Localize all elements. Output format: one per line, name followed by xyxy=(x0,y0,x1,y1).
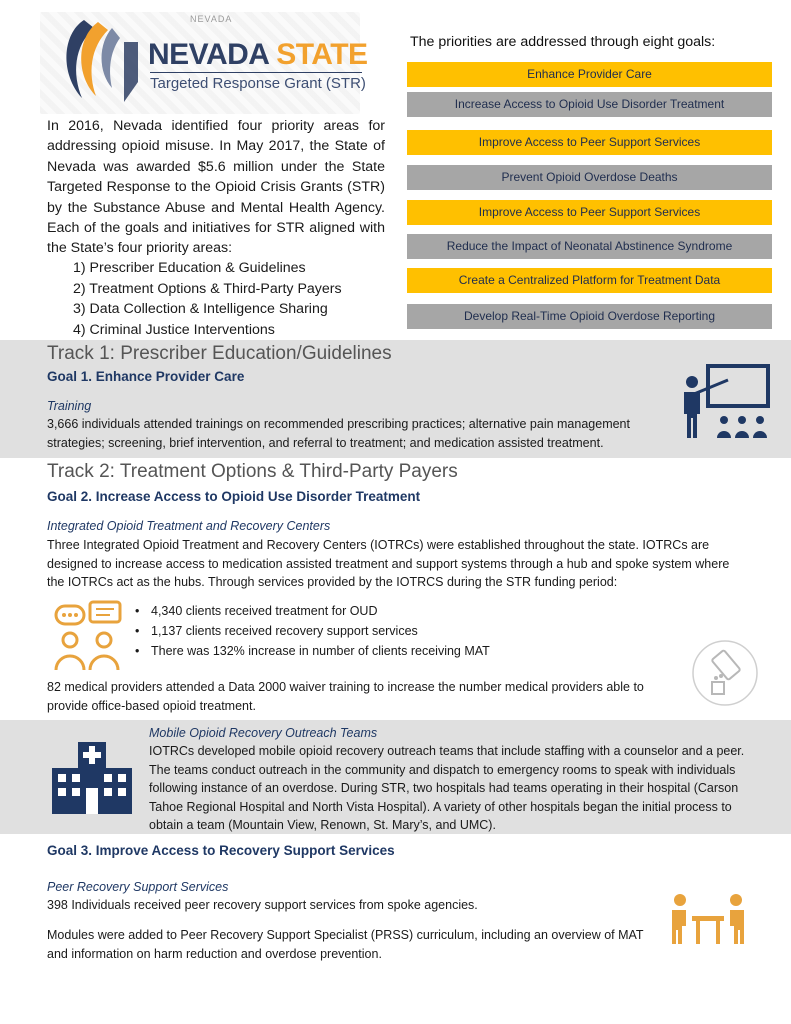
track2-title: Track 2: Treatment Options & Third-Party Payers xyxy=(47,461,458,482)
goal3-text: 398 Individuals received peer recovery support services from spoke agencies. xyxy=(47,898,478,912)
track2-text2: 82 medical providers attended a Data 2000 waiver training to increase the number medical providers able to provide office-based opioid treatment. xyxy=(47,680,644,713)
teacher-presentation-icon xyxy=(680,364,772,442)
meeting-table-icon xyxy=(668,892,748,948)
goal-box-8: Develop Real-Time Opioid Overdose Reporting xyxy=(407,304,772,329)
track2-bullet-list xyxy=(151,601,490,661)
goal-box-2: Increase Access to Opioid Use Disorder Treatment xyxy=(407,92,772,117)
mobile-teams-subhead: Mobile Opioid Recovery Outreach Teams xyxy=(149,726,378,740)
goal3-title: Goal 3. Improve Access to Recovery Support Services xyxy=(47,843,395,858)
goal-box-7: Create a Centralized Platform for Treatment Data xyxy=(407,268,772,293)
bullet-item: • 1,137 clients received recovery support services xyxy=(151,621,490,641)
track2-subhead: Integrated Opioid Treatment and Recovery Centers xyxy=(47,519,331,533)
goal-box-1: Enhance Provider Care xyxy=(407,62,772,87)
goal-box-3: Improve Access to Peer Support Services xyxy=(407,130,772,155)
mobile-teams-text: IOTRCs developed mobile opioid recovery outreach teams that include staffing with a counselor and a peer. The teams conduct outreach in the community and dispatch to emergency rooms to speak with individuals following instance of an overdose. During STR, two hospitals had teams operating in their hospital (Carson Tahoe Regional Hospital and North Vista Hospital). A variety of other hospitals began the initial process to obtain a team (Mountain View, Renown, St. Mary’s, and UMC). xyxy=(149,744,745,833)
track1-goal-title: Goal 1. Enhance Provider Care xyxy=(47,369,245,384)
track1-subhead: Training xyxy=(47,399,92,413)
priority-item: 4) Criminal Justice Interventions xyxy=(73,321,275,338)
people-conversation-icon xyxy=(52,600,124,674)
priority-list xyxy=(73,258,342,340)
goals-heading: The priorities are addressed through eight goals: xyxy=(410,34,716,50)
bullet-item: • There was 132% increase in number of clients receiving MAT xyxy=(151,641,490,661)
goal-box-4: Prevent Opioid Overdose Deaths xyxy=(407,165,772,190)
pill-bottle-icon xyxy=(690,638,760,708)
track1-title: Track 1: Prescriber Education/Guidelines xyxy=(47,343,392,364)
track1-text: 3,666 individuals attended trainings on recommended prescribing practices; alternative pain management strategies; screening, brief intervention, and referral to treatment; and medication assisted treatment. xyxy=(47,417,630,450)
track2-text: Three Integrated Opioid Treatment and Recovery Centers (IOTRCs) were established throughout the state. IOTRCs are designed to increase access to medication assisted treatment and support systems through a hub and spoke system where the IOTRCs act as the hubs. Through services provided by the IOTRCS during the STR funding period: xyxy=(47,538,730,590)
bullet-item: • 4,340 clients received treatment for OUD xyxy=(151,601,490,621)
goal-box-5: Improve Access to Peer Support Services xyxy=(407,200,772,225)
priority-item: 3) Data Collection & Intelligence Sharing xyxy=(73,301,328,318)
intro-paragraph: In 2016, Nevada identified four priority areas for addressing opioid misuse. In May 2017, the State of Nevada was awarded $5.6 million under the State Targeted Response to the Opioid Crisis Grants (STR) by the Substance Abuse and Mental Health Agency. Each of the goals and initiatives for STR aligned with the State’s four priority areas: xyxy=(47,118,385,257)
logo-title xyxy=(148,38,368,72)
track2-goal-title: Goal 2. Increase Access to Opioid Use Disorder Treatment xyxy=(47,489,421,504)
logo-title-main: NEVADA xyxy=(148,38,269,71)
hospital-icon xyxy=(50,738,134,818)
logo-subtitle: Targeted Response Grant (STR) xyxy=(150,72,362,92)
priority-item: 1) Prescriber Education & Guidelines xyxy=(73,260,306,276)
goal3-text2: Modules were added to Peer Recovery Support Specialist (PRSS) curriculum, including an overview of MAT and information on harm reduction and overdose prevention. xyxy=(47,928,644,961)
logo-title-accent: STATE xyxy=(276,38,368,71)
goal-box-6: Reduce the Impact of Neonatal Abstinence Syndrome xyxy=(407,234,772,259)
logo-map-label: NEVADA xyxy=(190,14,233,24)
goal3-subhead: Peer Recovery Support Services xyxy=(47,880,229,894)
priority-item: 2) Treatment Options & Third-Party Payers xyxy=(73,280,342,297)
